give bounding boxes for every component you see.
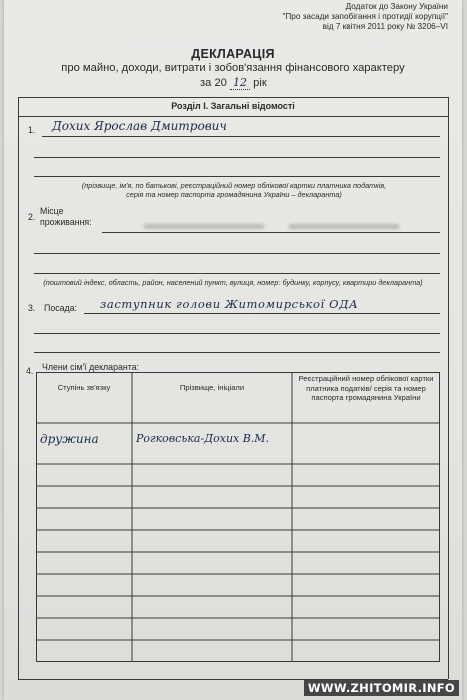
declaration-page xyxy=(4,0,462,700)
year-prefix: за 20 xyxy=(200,77,227,89)
field-3-label: Посада: xyxy=(44,303,77,313)
family-table-grid xyxy=(36,372,440,662)
field-2-number: 2. xyxy=(28,212,36,222)
year-value: 12 xyxy=(230,76,250,90)
family-members-table xyxy=(36,372,440,662)
section-title-divider xyxy=(18,116,448,117)
column-header-relation: Ступінь зв'язку xyxy=(57,383,111,392)
field-3-number: 3. xyxy=(28,303,36,313)
family-row-1-relation: дружина xyxy=(40,432,99,446)
appendix-line-2: "Про засади запобігання і протидії корупції" xyxy=(282,12,448,21)
field-2-line-1 xyxy=(102,232,440,233)
year-line xyxy=(200,76,267,90)
field-1-line-3 xyxy=(34,176,440,177)
field-2-line-3 xyxy=(34,273,440,274)
site-watermark: WWW.ZHITOMIR.INFO xyxy=(304,680,459,696)
redacted-address-1 xyxy=(144,224,264,229)
field-3-line-1 xyxy=(84,313,440,314)
field-3-line-3 xyxy=(34,352,440,353)
appendix-line-3: від 7 квітня 2011 року № 3206–VI xyxy=(322,22,448,31)
field-3-line-2 xyxy=(34,333,440,334)
field-2-label-line-1: Місце xyxy=(40,206,64,216)
field-1-number: 1. xyxy=(28,125,36,135)
appendix-line-1: Додаток до Закону України xyxy=(345,2,448,11)
field-1-note-line-1: (прізвище, ім'я, по батькові, реєстраційний номер облікової картки платника податків, xyxy=(81,181,387,190)
redacted-address-2 xyxy=(289,224,399,229)
field-1-line-1 xyxy=(42,136,440,137)
position-value: заступник голови Житомирської ОДА xyxy=(100,297,359,311)
column-header-id: Реєстраційний номер облікової картки платника податків/ серія та номер паспорта громадянина України xyxy=(298,374,434,402)
field-2-note: (поштовий індекс, область, район, населений пункт, вулиця, номер: будинку, корпусу, квартири декларанта) xyxy=(43,278,423,287)
section-left-border xyxy=(18,97,19,679)
section-title: Розділ І. Загальні відомості xyxy=(171,101,295,111)
section-top-border xyxy=(18,97,448,98)
appendix-reference xyxy=(198,2,448,32)
document-subtitle: про майно, доходи, витрати і зобов'язання фінансового характеру xyxy=(61,62,405,74)
declarant-name: Дохих Ярослав Дмитрович xyxy=(52,119,227,133)
family-row-1-name: Рогковська-Дохих В.М. xyxy=(136,432,270,445)
document-title: ДЕКЛАРАЦІЯ xyxy=(191,47,275,61)
column-header-name: Прізвище, ініціали xyxy=(179,383,245,392)
field-1-note-line-2: серія та номер паспорта громадянина України – декларанта) xyxy=(126,190,342,199)
section-right-border xyxy=(448,97,449,679)
field-4-label: Члени сім'ї декларанта: xyxy=(42,362,139,372)
field-2-label xyxy=(40,206,92,228)
year-suffix: рік xyxy=(253,77,267,89)
field-1-note xyxy=(24,181,444,199)
field-2-line-2 xyxy=(34,253,440,254)
field-4-number: 4. xyxy=(26,366,34,376)
field-2-label-line-2: проживання: xyxy=(40,217,92,227)
field-1-line-2 xyxy=(34,157,440,158)
